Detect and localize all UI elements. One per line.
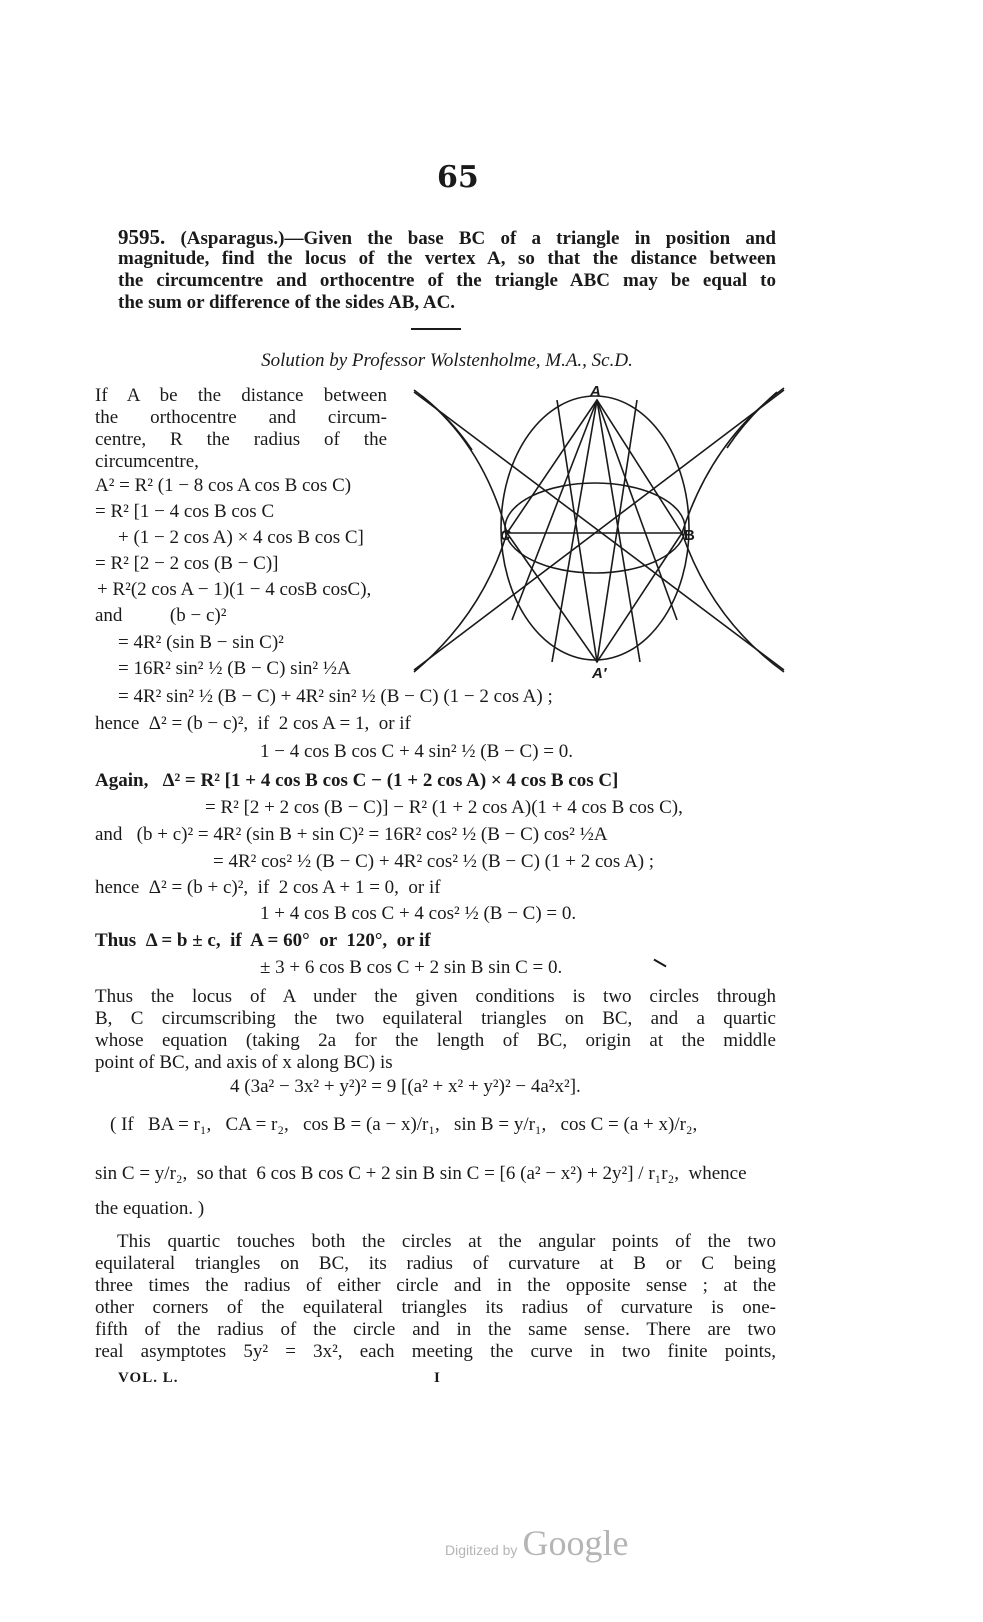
label-a-prime: A′ bbox=[592, 665, 607, 680]
quartic-branch bbox=[682, 388, 784, 672]
locus-line: Thus the locus of A under the given conditions is two circles through bbox=[95, 986, 776, 1007]
signature-mark: I bbox=[434, 1370, 440, 1386]
equation: = R² [2 − 2 cos (B − C)] bbox=[95, 553, 279, 574]
problem-line: the circumcentre and orthocentre of the triangle ABC may be equal to bbox=[118, 270, 776, 291]
equation: + (1 − 2 cos A) × 4 cos B cos C] bbox=[118, 527, 364, 548]
divider-rule bbox=[411, 328, 461, 330]
equation: hence Δ² = (b + c)², if 2 cos A + 1 = 0, or if bbox=[95, 877, 441, 898]
label-b: B bbox=[684, 527, 695, 544]
final-line: fifth of the radius of the circle and in the same sense. There are two bbox=[95, 1319, 776, 1340]
equation: and (b + c)² = 4R² (sin B + sin C)² = 16R² cos² ½ (B − C) cos² ½A bbox=[95, 824, 608, 845]
problem-line: (Asparagus.)—Given the base BC of a triangle in position and bbox=[180, 228, 777, 249]
equation: = 4R² (sin B − sin C)² bbox=[118, 632, 284, 653]
equation: 1 − 4 cos B cos C + 4 sin² ½ (B − C) = 0. bbox=[260, 741, 573, 762]
problem-line: the sum or difference of the sides AB, AC. bbox=[118, 292, 456, 313]
final-line: three times the radius of either circle and in the opposite sense ; at the bbox=[95, 1275, 776, 1296]
final-line: equilateral triangles on BC, its radius of curvature at B or C being bbox=[95, 1253, 776, 1274]
solution-heading: Solution by Professor Wolstenholme, M.A., Sc.D. bbox=[261, 350, 633, 371]
locus-line: B, C circumscribing the two equilateral triangles on BC, and a quartic bbox=[95, 1008, 776, 1029]
locus-line: whose equation (taking 2a for the length of BC, origin at the middle bbox=[95, 1030, 776, 1051]
problem-number: 9595. bbox=[118, 225, 166, 249]
paren-line-1: ( If BA = r₁, CA = r₂, cos B = (a − x)/r₁, sin B = y/r₁, cos C = (a + x)/r₂, bbox=[110, 1114, 698, 1135]
equation: and (b − c)² bbox=[95, 605, 227, 626]
problem-block bbox=[118, 226, 776, 314]
equation: = R² [2 + 2 cos (B − C)] − R² (1 + 2 cos A)(1 + 4 cos B cos C), bbox=[205, 797, 683, 818]
equation: = 4R² sin² ½ (B − C) + 4R² sin² ½ (B − C) (1 − 2 cos A) ; bbox=[118, 686, 553, 707]
paren-line-3: the equation. ) bbox=[95, 1198, 205, 1219]
equation: Again, Δ² = R² [1 + 4 cos B cos C − (1 + 2 cos A) × 4 cos B cos C] bbox=[95, 770, 619, 791]
final-line: other corners of the equilateral triangles its radius of curvature is one- bbox=[95, 1297, 776, 1318]
upper-triangle bbox=[507, 400, 682, 533]
quartic-branch bbox=[414, 390, 507, 672]
equation: A² = R² (1 − 8 cos A cos B cos C) bbox=[95, 475, 352, 496]
equation: 1 + 4 cos B cos C + 4 cos² ½ (B − C) = 0. bbox=[260, 903, 577, 924]
locus-paragraph bbox=[95, 986, 776, 1074]
final-line: This quartic touches both the circles at the angular points of the two bbox=[117, 1231, 776, 1252]
label-c: C bbox=[500, 527, 511, 544]
label-a: A bbox=[590, 383, 601, 400]
equation: = 4R² cos² ½ (B − C) + 4R² cos² ½ (B − C) (1 + 2 cos A) ; bbox=[213, 851, 655, 872]
quartic-equation: 4 (3a² − 3x² + y²)² = 9 [(a² + x² + y²)² − 4a²x²]. bbox=[230, 1076, 581, 1097]
equation: = R² [1 − 4 cos B cos C bbox=[95, 501, 275, 522]
intro-line: the orthocentre and circum- bbox=[95, 407, 387, 428]
watermark bbox=[445, 1522, 628, 1564]
final-line: real asymptotes 5y² = 3x², each meeting the curve in two finite points, bbox=[95, 1341, 776, 1362]
final-paragraph bbox=[95, 1231, 776, 1363]
locus-line: point of BC, and axis of x along BC) is bbox=[95, 1052, 393, 1073]
equation: = 16R² sin² ½ (B − C) sin² ½A bbox=[118, 658, 351, 679]
equation: + R²(2 cos A − 1)(1 − 4 cosB cosC), bbox=[97, 579, 372, 600]
watermark-brand: Google bbox=[522, 1523, 629, 1563]
equation: hence Δ² = (b − c)², if 2 cos A = 1, or if bbox=[95, 713, 411, 734]
equation: Thus Δ = b ± c, if A = 60° or 120°, or if bbox=[95, 930, 431, 951]
page-number: 65 bbox=[437, 160, 479, 195]
volume-label: VOL. L. bbox=[118, 1370, 179, 1386]
intro-line: centre, R the radius of the bbox=[95, 429, 387, 450]
intro-block bbox=[95, 385, 387, 473]
stray-mark bbox=[653, 959, 666, 968]
problem-line: magnitude, find the locus of the vertex A, so that the distance between bbox=[118, 248, 776, 269]
intro-line: If A be the distance between bbox=[95, 385, 387, 406]
watermark-prefix: Digitized by bbox=[445, 1542, 518, 1558]
equation: ± 3 + 6 cos B cos C + 2 sin B sin C = 0. bbox=[260, 957, 563, 978]
paren-line-2: sin C = y/r₂, so that 6 cos B cos C + 2 sin B sin C = [6 (a² − x²) + 2y²] / r₁r₂, whence bbox=[95, 1163, 747, 1184]
locus-figure bbox=[412, 380, 787, 680]
intro-line: circumcentre, bbox=[95, 451, 199, 472]
